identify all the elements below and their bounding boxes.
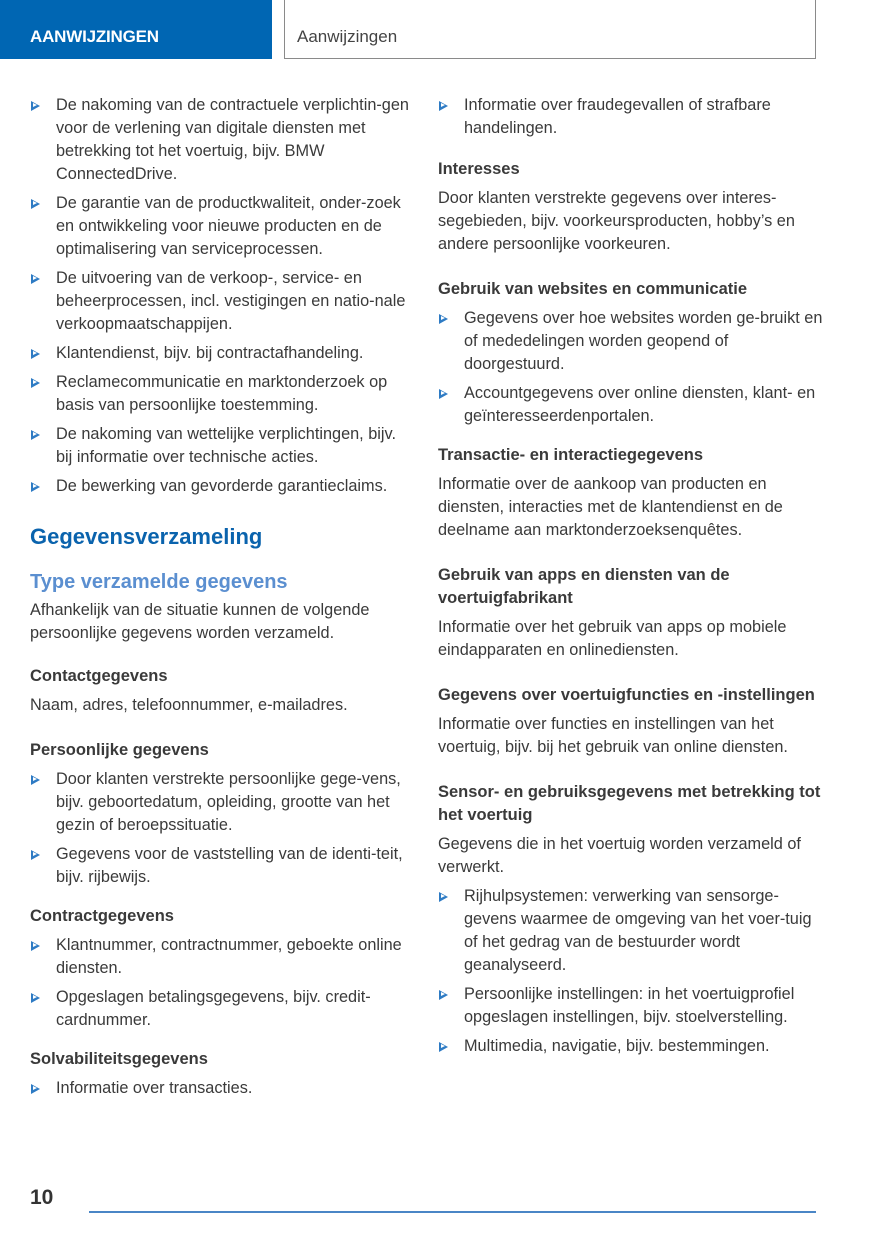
list-item: Klantendienst, bijv. bij contractafhandeling. — [30, 342, 415, 365]
triangle-bullet-icon — [439, 314, 448, 324]
triangle-bullet-icon — [31, 274, 40, 284]
triangle-bullet-icon — [31, 850, 40, 860]
apps-text: Informatie over het gebruik van apps op mobiele eindapparaten en onlinediensten. — [438, 618, 787, 659]
contract-bullet-list — [30, 934, 415, 1032]
list-item: Rijhulpsystemen: verwerking van sensorge-gevens waarmee de omgeving van het voer-tuig of het gedrag van de bestuurder wordt geanalyseerd. — [438, 885, 823, 977]
personal-bullet-list — [30, 768, 415, 889]
solvency-heading: Solvabiliteitsgegevens — [30, 1050, 208, 1068]
contract-heading: Contractgegevens — [30, 907, 174, 925]
triangle-bullet-icon — [31, 101, 40, 111]
list-item: Informatie over transacties. — [30, 1077, 415, 1100]
list-item: Klantnummer, contractnummer, geboekte online diensten. — [30, 934, 415, 980]
list-item: Gegevens over hoe websites worden ge-bruikt en of mededelingen worden geopend of doorgestuurd. — [438, 307, 823, 376]
triangle-bullet-icon — [31, 941, 40, 951]
triangle-bullet-icon — [31, 199, 40, 209]
section-title: Aanwijzingen — [297, 27, 398, 46]
triangle-bullet-icon — [439, 101, 448, 111]
section-heading: Gegevensverzameling — [30, 524, 263, 549]
triangle-bullet-icon — [439, 1042, 448, 1052]
list-item: De garantie van de productkwaliteit, onder-zoek en ontwikkeling voor nieuwe producten en de optimalisering van serviceprocessen. — [30, 192, 415, 261]
interests-heading: Interesses — [438, 160, 520, 178]
triangle-bullet-icon — [31, 993, 40, 1003]
transactions-heading: Transactie- en interactiegegevens — [438, 446, 704, 464]
list-item: De uitvoering van de verkoop-, service- en beheerprocessen, incl. vestigingen en natio-nale verkoopmaatschappijen. — [30, 267, 415, 336]
contact-heading: Contactgegevens — [30, 667, 168, 685]
triangle-bullet-icon — [31, 378, 40, 388]
triangle-bullet-icon — [31, 430, 40, 440]
sensor-bullet-list — [438, 885, 823, 1058]
list-item: Informatie over fraudegevallen of strafbare handelingen. — [438, 94, 823, 140]
chapter-tab-label: AANWIJZINGEN — [30, 27, 159, 46]
list-item: Multimedia, navigatie, bijv. bestemmingen. — [438, 1035, 823, 1058]
triangle-bullet-icon — [31, 1084, 40, 1094]
triangle-bullet-icon — [31, 775, 40, 785]
list-item: Accountgegevens over online diensten, klant- en geïnteresseerdenportalen. — [438, 382, 823, 428]
list-item: Opgeslagen betalingsgegevens, bijv. credit-cardnummer. — [30, 986, 415, 1032]
interests-text: Door klanten verstrekte gegevens over interes-segebieden, bijv. voorkeursproducten, hobby’s en andere persoonlijke voorkeuren. — [438, 189, 795, 253]
contact-text: Naam, adres, telefoonnummer, e-mailadres. — [30, 696, 348, 714]
list-item: Door klanten verstrekte persoonlijke gege-vens, bijv. geboortedatum, opleiding, grootte van het gezin of beroepssituatie. — [30, 768, 415, 837]
triangle-bullet-icon — [31, 349, 40, 359]
sub-heading: Type verzamelde gegevens — [30, 571, 288, 593]
footer-divider — [89, 1211, 816, 1213]
sub-intro-text: Afhankelijk van de situatie kunnen de volgende persoonlijke gegevens worden verzameld. — [30, 601, 370, 642]
right-column — [438, 94, 823, 1064]
section-header-box — [284, 0, 816, 59]
left-column — [30, 94, 415, 1106]
triangle-bullet-icon — [439, 990, 448, 1000]
list-item: Persoonlijke instellingen: in het voertuigprofiel opgeslagen instellingen, bijv. stoelverstelling. — [438, 983, 823, 1029]
list-item: De nakoming van wettelijke verplichtingen, bijv. bij informatie over technische acties. — [30, 423, 415, 469]
sensor-text: Gegevens die in het voertuig worden verzameld of verwerkt. — [438, 835, 801, 876]
list-item: Gegevens voor de vaststelling van de identi-teit, bijv. rijbewijs. — [30, 843, 415, 889]
list-item: Reclamecommunicatie en marktonderzoek op basis van persoonlijke toestemming. — [30, 371, 415, 417]
websites-heading: Gebruik van websites en communicatie — [438, 280, 748, 298]
solvency-bullet-list — [30, 1077, 415, 1100]
vehicle-functions-text: Informatie over functies en instellingen van het voertuig, bijv. bij het gebruik van online diensten. — [438, 715, 788, 756]
triangle-bullet-icon — [31, 482, 40, 492]
triangle-bullet-icon — [439, 892, 448, 902]
list-item: De bewerking van gevorderde garantieclaims. — [30, 475, 415, 498]
websites-bullet-list — [438, 307, 823, 428]
transactions-text: Informatie over de aankoop van producten en diensten, interacties met de klantendienst en de deelname aan marktonderzoeksenquêtes. — [438, 475, 783, 539]
chapter-tab — [0, 0, 272, 59]
sensor-heading: Sensor- en gebruiksgegevens met betrekking tot het voertuig — [438, 783, 821, 824]
list-item: De nakoming van de contractuele verplichtin-gen voor de verlening van digitale diensten met betrekking tot het voertuig, bijv. BMW ConnectedDrive. — [30, 94, 415, 186]
triangle-bullet-icon — [439, 389, 448, 399]
vehicle-functions-heading: Gegevens over voertuigfuncties en -instellingen — [438, 686, 815, 704]
personal-heading: Persoonlijke gegevens — [30, 741, 209, 759]
fraud-bullet-list — [438, 94, 823, 140]
apps-heading: Gebruik van apps en diensten van de voertuigfabrikant — [438, 566, 730, 607]
purpose-bullet-list — [30, 94, 415, 498]
page-number: 10 — [30, 1186, 54, 1209]
